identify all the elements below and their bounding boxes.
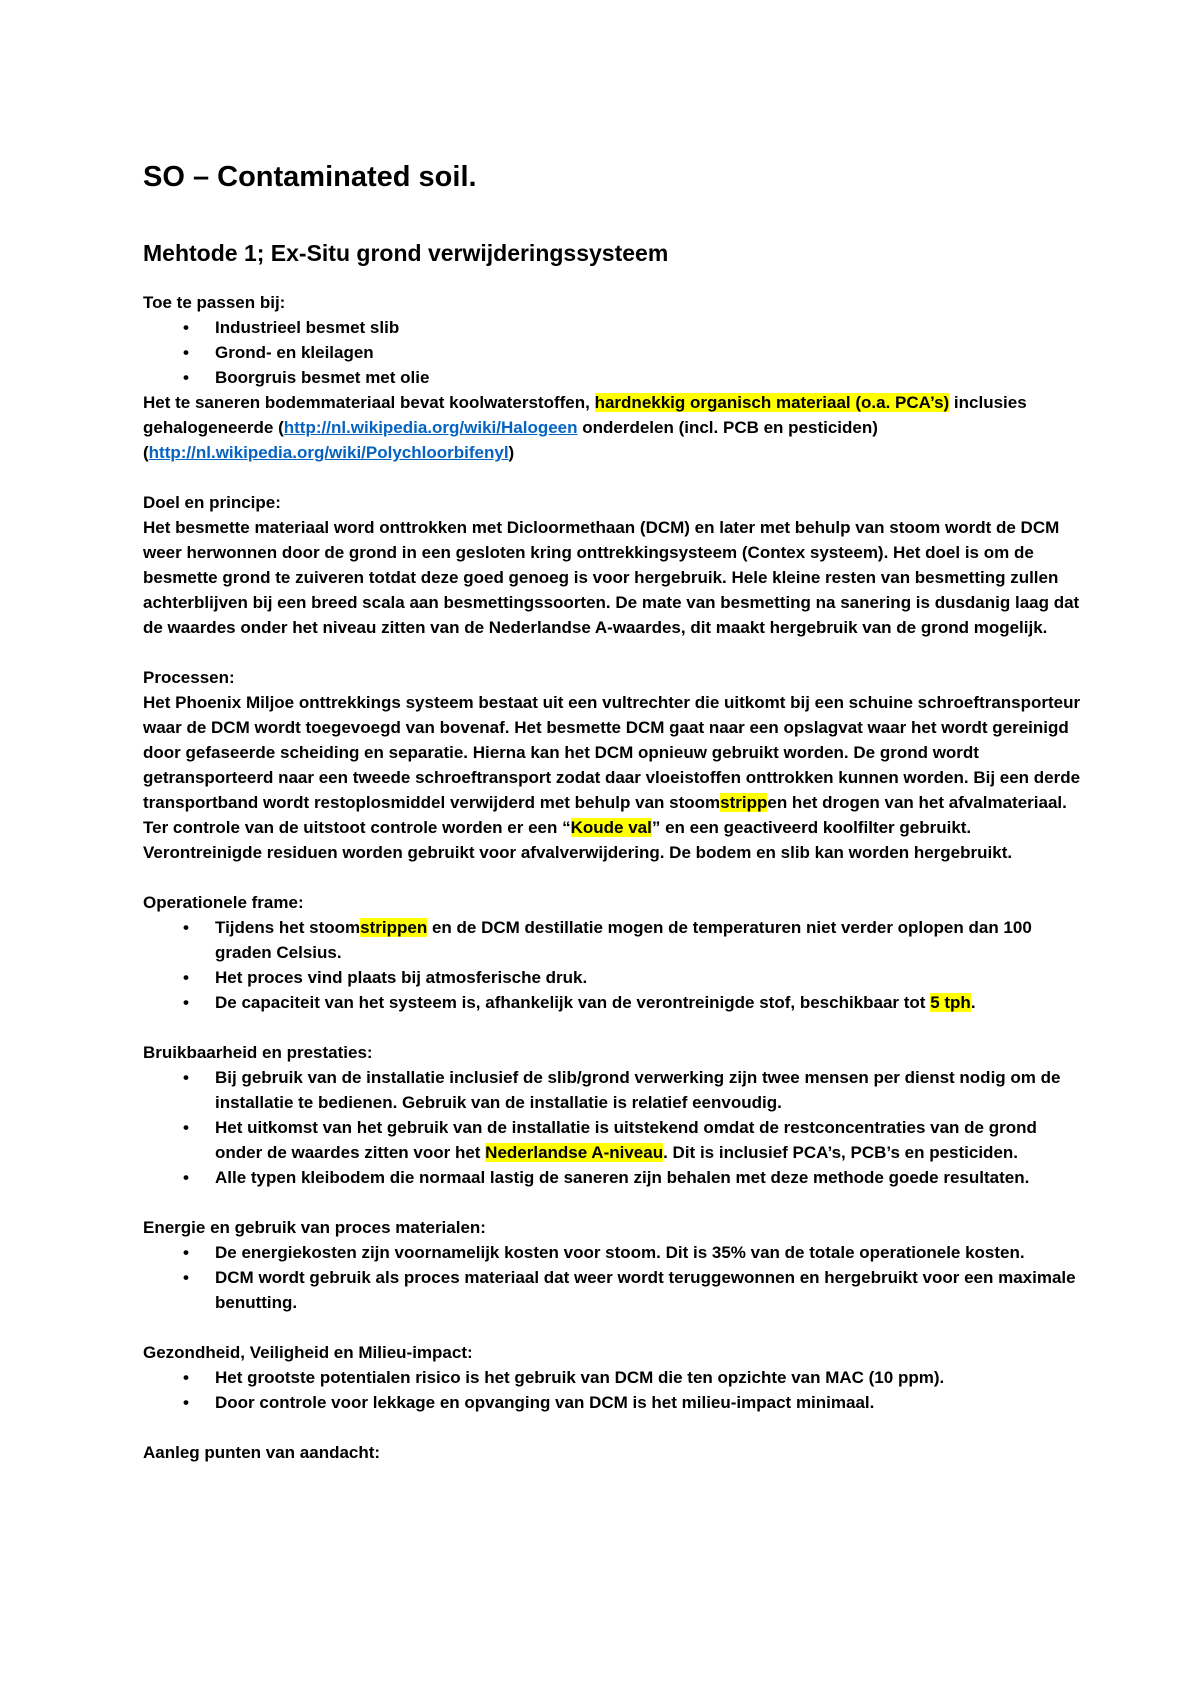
- gezondheid-label: Gezondheid, Veiligheid en Milieu-impact:: [143, 1343, 473, 1362]
- bruikbaarheid-list: [143, 1065, 1083, 1190]
- applies-label: Toe te passen bij:: [143, 293, 286, 312]
- energie-section: [143, 1215, 1083, 1315]
- processen-text: en het drogen van het afvalmateriaal.: [767, 793, 1067, 812]
- aanleg-label: Aanleg punten van aandacht:: [143, 1443, 381, 1462]
- applies-list: [143, 315, 1083, 390]
- processen-paragraph: [143, 690, 1083, 865]
- halogeen-link[interactable]: http://nl.wikipedia.org/wiki/Halogeen: [283, 418, 578, 437]
- list-item: • De energiekosten zijn voornamelijk kosten voor stoom. Dit is 35% van de totale operationele kosten.: [215, 1240, 1083, 1265]
- doel-label: Doel en principe:: [143, 493, 281, 512]
- processen-text: ” en een geactiveerd koolfilter gebruikt. Verontreinigde residuen worden gebruikt voor afvalverwijdering. De bodem en slib kan worden hergebruikt.: [143, 818, 1013, 862]
- intro-text: ): [508, 443, 515, 462]
- intro-text: inclusies gehalogeneerde (: [143, 393, 1027, 437]
- list-item: • Alle typen kleibodem die normaal lastig de saneren zijn behalen met deze methode goede resultaten.: [215, 1165, 1083, 1190]
- operationele-list: [143, 915, 1083, 1015]
- list-item: • Het grootste potentialen risico is het gebruik van DCM die ten opzichte van MAC (10 ppm).: [215, 1365, 1083, 1390]
- list-item: • Industrieel besmet slib: [215, 315, 1083, 340]
- item-text: en de DCM destillatie mogen de temperaturen niet verder oplopen dan 100 graden Celsius.: [215, 918, 1032, 962]
- highlight-a-niveau: Nederlandse A-niveau: [485, 1143, 664, 1162]
- highlight-stripp: stripp: [720, 793, 768, 812]
- highlight-organic-material: hardnekkig organisch materiaal (o.a. PCA’s): [594, 393, 950, 412]
- list-item: [215, 915, 1083, 965]
- document-title: SO – Contaminated soil.: [143, 161, 477, 193]
- processen-text: Ter controle van de uitstoot controle worden er een “: [143, 818, 571, 837]
- list-item: [215, 1115, 1083, 1165]
- energie-list: [143, 1240, 1083, 1315]
- bruikbaarheid-label: Bruikbaarheid en prestaties:: [143, 1043, 373, 1062]
- item-text: .: [970, 993, 976, 1012]
- list-item: • Boorgruis besmet met olie: [215, 365, 1083, 390]
- polychloorbifenyl-link[interactable]: http://nl.wikipedia.org/wiki/Polychloorbifenyl: [148, 443, 509, 462]
- gezondheid-section: [143, 1340, 1083, 1415]
- item-text: . Dit is inclusief PCA’s, PCB’s en pesticiden.: [663, 1143, 1019, 1162]
- list-item: • DCM wordt gebruik als proces materiaal dat weer wordt teruggewonnen en hergebruikt voor een maximale benutting.: [215, 1265, 1083, 1315]
- intro-paragraph: [143, 390, 1083, 465]
- highlight-koude-val: Koude val: [570, 818, 652, 837]
- list-item: • Het proces vind plaats bij atmosferische druk.: [215, 965, 1083, 990]
- item-text: Het uitkomst van het gebruik van de installatie is uitstekend omdat de restconcentraties van de grond onder de waardes zitten voor het: [215, 1118, 1037, 1162]
- list-item: [215, 990, 1083, 1015]
- item-text: De capaciteit van het systeem is, afhankelijk van de verontreinigde stof, beschikbaar tot: [215, 993, 931, 1012]
- doel-section: [143, 490, 1083, 640]
- processen-label: Processen:: [143, 668, 235, 687]
- document-page: [143, 160, 1083, 1465]
- doel-paragraph: Het besmette materiaal word onttrokken met Dicloormethaan (DCM) en later met behulp van stoom wordt de DCM weer herwonnen door de grond in een gesloten kring onttrekkingsysteem (Contex systeem). Het doel is om de besmette grond te zuiveren totdat deze goed genoeg is voor hergebruik. Hele kleine resten van besmetting zullen achterblijven bij een breed scala aan besmettingssoorten. De mate van besmetting na sanering is dusdanig laag dat de waardes onder het niveau zitten van de Nederlandse A-waardes, dit maakt hergebruik van de grond mogelijk.: [143, 518, 1080, 637]
- highlight-5-tph: 5 tph: [930, 993, 971, 1012]
- list-item: • Door controle voor lekkage en opvanging van DCM is het milieu-impact minimaal.: [215, 1390, 1083, 1415]
- operationele-section: [143, 890, 1083, 1015]
- energie-label: Energie en gebruik van proces materialen:: [143, 1218, 486, 1237]
- bruikbaarheid-section: [143, 1040, 1083, 1190]
- intro-text: Het te saneren bodemmateriaal bevat koolwaterstoffen,: [143, 393, 595, 412]
- item-text: Tijdens het stoom: [215, 918, 361, 937]
- processen-text: Het Phoenix Miljoe onttrekkings systeem bestaat uit een vultrechter die uitkomt bij een schuine schroeftransporteur waar de DCM wordt toegevoegd van bovenaf. Het besmette DCM gaat naar een opslagvat waar het wordt gereinigd door gefaseerde scheiding en separatie. Hierna kan het DCM opnieuw gebruikt worden. De grond wordt getransporteerd naar een tweede schroeftransport zodat daar vloeistoffen onttrokken kunnen worden. Bij een derde transportband wordt restoplosmiddel verwijderd met behulp van stoom: [143, 693, 1081, 812]
- method-heading: Mehtode 1; Ex-Situ grond verwijderingssysteem: [143, 240, 669, 266]
- operationele-label: Operationele frame:: [143, 893, 304, 912]
- gezondheid-list: [143, 1365, 1083, 1415]
- list-item: • Bij gebruik van de installatie inclusief de slib/grond verwerking zijn twee mensen per dienst nodig om de installatie te bedienen. Gebruik van de installatie is relatief eenvoudig.: [215, 1065, 1083, 1115]
- intro-text: onderdelen (incl. PCB en pesticiden) (: [143, 418, 878, 462]
- applies-section: [143, 290, 1083, 465]
- highlight-strippen: strippen: [360, 918, 428, 937]
- aanleg-section: [143, 1440, 1083, 1465]
- processen-section: [143, 665, 1083, 865]
- list-item: • Grond- en kleilagen: [215, 340, 1083, 365]
